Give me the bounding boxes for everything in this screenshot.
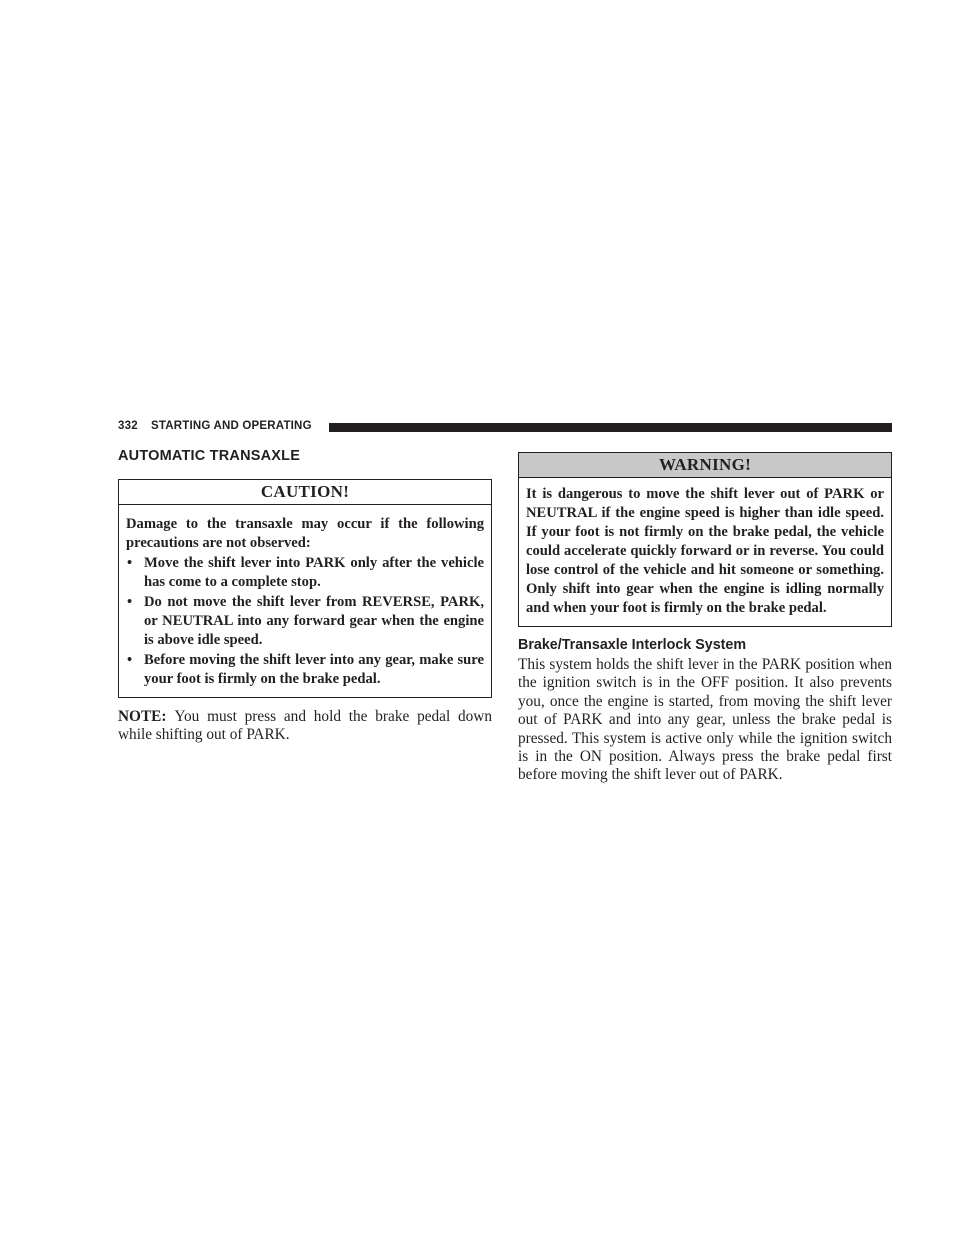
caution-item-text: Move the shift lever into PARK only after the vehicle has come to a complete stop.: [144, 555, 484, 590]
warning-body: [519, 478, 891, 626]
note-label: NOTE:: [118, 708, 167, 725]
caution-item-text: Before moving the shift lever into any gear, make sure your foot is firmly on the brake pedal.: [144, 652, 484, 687]
caution-item-text: Do not move the shift lever from REVERSE, PARK, or NEUTRAL into any forward gear when the engine is above idle speed.: [144, 594, 484, 648]
warning-title: WARNING!: [519, 453, 891, 478]
list-item: [126, 651, 484, 689]
list-item: [126, 593, 484, 650]
section-title: STARTING AND OPERATING: [151, 420, 312, 432]
caution-box: [118, 479, 492, 698]
bullet-icon: •: [127, 594, 133, 610]
caution-intro: Damage to the transaxle may occur if the following precautions are not observed:: [126, 516, 484, 551]
caution-list: [126, 554, 484, 689]
caution-body: [119, 505, 491, 697]
right-column: [518, 452, 892, 785]
list-item: [126, 554, 484, 592]
bullet-icon: •: [127, 555, 133, 571]
warning-text: It is dangerous to move the shift lever out of PARK or NEUTRAL if the engine speed is higher than idle speed. If your foot is not firmly on the brake pedal, the vehicle could accelerate quickly forward or in reverse. You could lose control of the vehicle and hit someone or something. Only shift into gear when the engine is idling normally and when your foot is firmly on the brake pedal.: [526, 486, 884, 616]
page-number: 332: [118, 420, 138, 432]
caution-title: CAUTION!: [119, 480, 491, 505]
section-heading: AUTOMATIC TRANSAXLE: [118, 448, 301, 464]
note-text: You must press and hold the brake pedal down while shifting out of PARK.: [118, 708, 492, 744]
interlock-paragraph: This system holds the shift lever in the PARK position when the ignition switch is in the OFF position. It also prevents you, once the engine is started, from moving the shift lever out of PARK and into any gear, unless the brake pedal is pressed. This system is active only while the ignition switch is in the ON position. Always press the brake pedal first before moving the shift lever out of PARK.: [518, 656, 892, 784]
header-rule: [329, 423, 892, 432]
page-header: [118, 419, 892, 435]
warning-box: [518, 452, 892, 627]
note-paragraph: [118, 708, 492, 745]
bullet-icon: •: [127, 652, 133, 668]
subsection-heading: Brake/Transaxle Interlock System: [518, 637, 747, 653]
left-column: [118, 448, 492, 745]
